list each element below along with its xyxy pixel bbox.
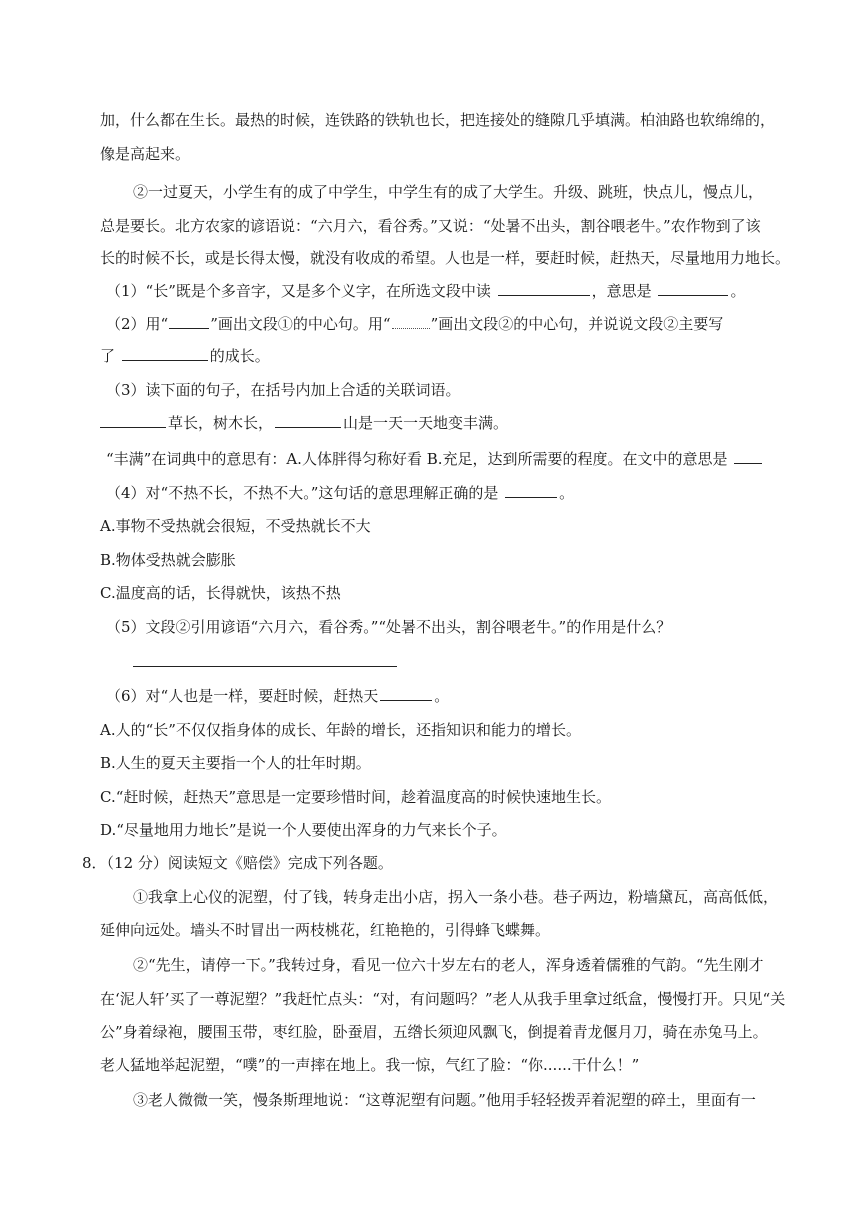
question-1-text: 。 [730,282,746,300]
question-8-heading: 8．（12 分）阅读短文《赔偿》完成下列各题。 [82,854,393,872]
question-2-text: ”画出文段②的中心句，并说说文段②主要写 [430,315,724,333]
answer-blank[interactable] [658,281,728,296]
question-4-text: 。 [559,484,575,502]
solid-underline-sample [169,318,209,329]
question-1-text: （1）“长”既是个多音字，又是多个义字，在所选文段中读 [106,282,491,300]
option-c[interactable]: C.“赶时候，赶热天”意思是一定要珍惜时间，趁着温度高的时候快速地生长。 [100,788,612,806]
question-3-text: 山是一天一天地变丰满。 [343,414,509,432]
text-line: 像是高起来。 [100,145,191,163]
answer-blank[interactable] [734,449,762,464]
question-2-text: 了 [100,347,116,365]
answer-blank[interactable] [498,281,590,296]
article-paragraph-2: 公”身着绿袍，腰围玉带，枣红脸，卧蚕眉，五绺长须迎风飘飞，倒提着青龙偃月刀，骑在赤兔马上。 [100,1023,768,1041]
option-d[interactable]: D.“尽量地用力地长”是说一个人要使出浑身的力气来长个子。 [100,821,507,839]
article-paragraph-2: 老人猛地举起泥塑，“噗”的一声摔在地上。我一惊，气红了脸：“你......干什么！” [100,1056,640,1074]
article-paragraph-1: ①我拿上心仪的泥塑，付了钱，转身走出小店，拐入一条小巷。巷子两边，粉墙黛瓦，高高低低， [133,888,779,906]
paragraph-2-line: 总是要长。北方农家的谚语说：“六月六，看谷秀。”又说：“处暑不出头，割谷喂老牛。”农作物到了该 [100,217,761,235]
question-4 [106,483,574,503]
question-1 [106,281,745,301]
question-3-meaning [106,449,764,469]
wavy-underline-sample [392,318,430,329]
question-6-text: 。 [434,687,450,705]
option-b[interactable]: B.人生的夏天主要指一个人的壮年时期。 [100,754,371,772]
question-3: （3）读下面的句子，在括号内加上合适的关联词语。 [106,381,461,399]
answer-blank[interactable] [275,413,341,428]
question-2-text: （2）用“ [106,315,169,333]
answer-blank[interactable] [100,413,166,428]
question-3-sentence [100,413,508,433]
article-paragraph-3: ③老人微微一笑，慢条斯理地说：“这尊泥塑有问题。”他用手轻轻拨弄着泥塑的碎土，里面有一 [133,1091,756,1109]
question-3-text: “丰满”在词典中的意思有：A.人体胖得匀称好看 B.充足，达到所需要的程度。在文中的意思是 [106,450,728,468]
question-1-text: ，意思是 [591,282,652,300]
option-c[interactable]: C.温度高的话，长得就快，该热不热 [100,584,341,602]
question-6-text: （6）对“人也是一样，要赶时候，赶热天 [106,687,379,705]
option-a[interactable]: A.事物不受热就会很短，不受热就长不大 [100,517,371,535]
question-2-text: 的成长。 [209,347,270,365]
paragraph-2-line: ②一过夏天，小学生有的成了中学生，中学生有的成了大学生。升级、跳班，快点儿，慢点儿， [133,183,764,201]
question-4-text: （4）对“不热不长，不热不大。”这句话的意思理解正确的是 [106,484,499,502]
paragraph-2-line: 长的时候不长，或是长得太慢，就没有收成的希望。人也是一样，要赶时候，赶热天，尽量地用力地长。 [100,249,791,267]
option-a[interactable]: A.人的“长”不仅仅指身体的成长、年龄的增长，还指知识和能力的增长。 [100,721,581,739]
question-3-text: 草长，树木长， [168,414,274,432]
question-2-cont [100,346,270,366]
answer-blank[interactable] [380,686,432,701]
option-b[interactable]: B.物体受热就会膨胀 [100,551,236,569]
answer-blank[interactable] [122,346,208,361]
answer-line[interactable] [133,666,397,667]
article-paragraph-2: 在‘泥人轩’买了一尊泥塑？”我赶忙点头：“对，有问题吗？”老人从我手里拿过纸盒，慢慢打开。只见“关 [100,990,786,1008]
question-2 [106,314,723,334]
answer-blank[interactable] [505,483,557,498]
question-6 [106,686,449,706]
question-2-text: ”画出文段①的中心句。用“ [210,315,391,333]
question-5: （5）文段②引用谚语“六月六，看谷秀。”“处暑不出头，割谷喂老牛。”的作用是什么？ [106,618,672,636]
text-line: 加，什么都在生长。最热的时候，连铁路的铁轨也长，把连接处的缝隙几乎填满。柏油路也软绵绵的， [100,111,776,129]
article-paragraph-2: ②“先生，请停一下。”我转过身，看见一位六十岁左右的老人，浑身透着儒雅的气韵。“先生刚才 [133,956,764,974]
article-paragraph-1: 延伸向远处。墙头不时冒出一两枝桃花，红艳艳的，引得蜂飞蝶舞。 [100,921,551,939]
